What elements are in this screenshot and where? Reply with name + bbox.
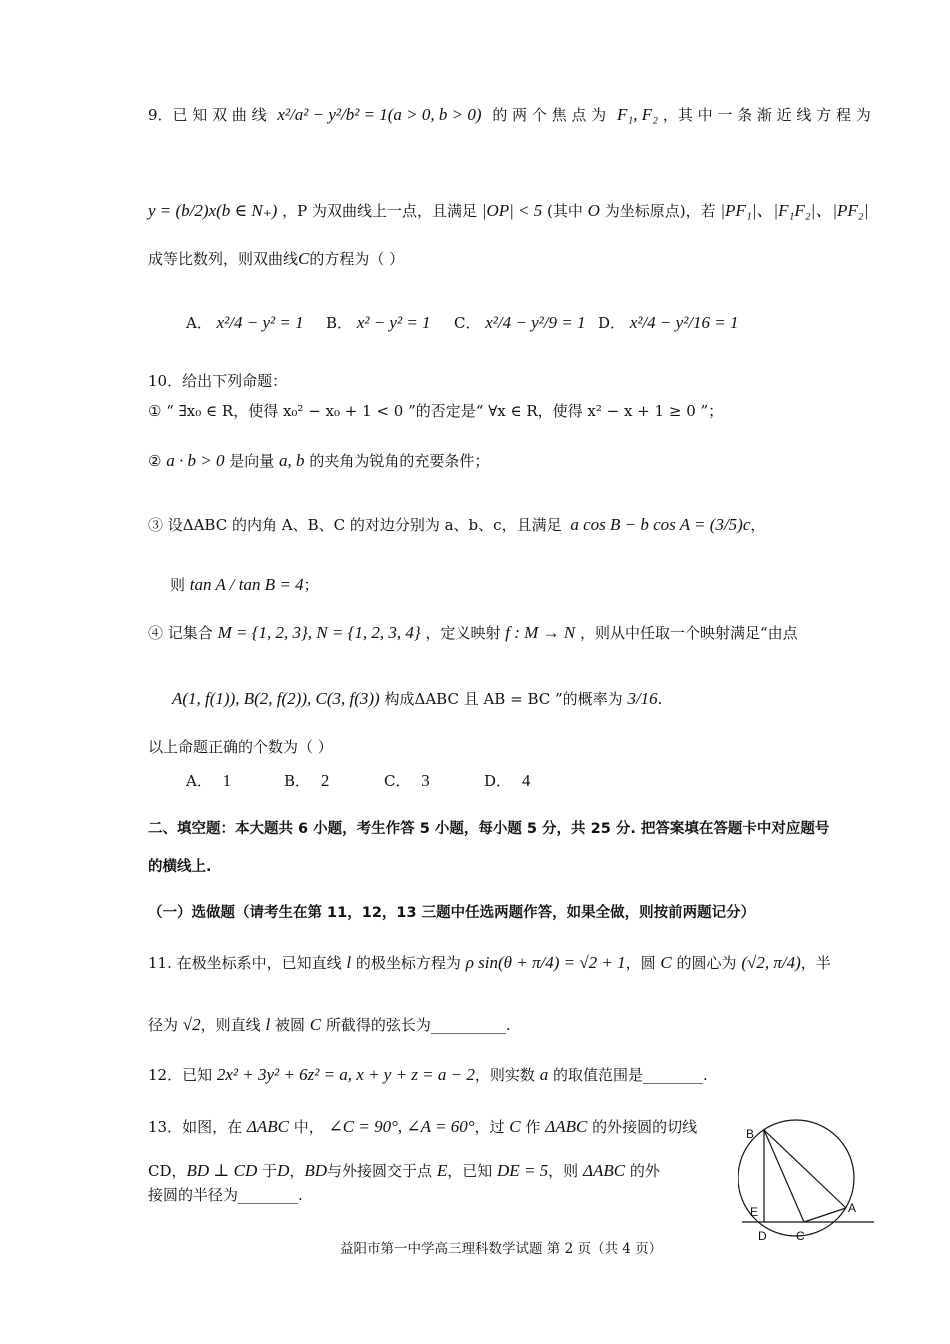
q10-option-a <box>186 770 231 792</box>
option-value: x² − y² = 1 <box>356 313 431 332</box>
label-e: E <box>750 1205 759 1219</box>
q10-text: . <box>657 690 663 708</box>
q11-line-var: l <box>265 1015 271 1034</box>
q10-dot-product: a · b > 0 <box>166 451 225 470</box>
q10-text: 构成ΔABC 且 AB = BC ”的概率为 <box>384 690 623 708</box>
q10-text: 则 <box>170 576 186 594</box>
q10-probability: 3/16 <box>627 689 658 708</box>
q9-text: 为坐标原点)，若 <box>604 202 716 220</box>
q9-text: 的方程为（ ） <box>309 250 405 268</box>
q12-text: 的取值范围是________. <box>552 1066 708 1084</box>
q11-radius: √2 <box>182 1015 201 1034</box>
label-c: C <box>796 1229 805 1243</box>
q10-text: ④ 记集合 <box>148 624 213 642</box>
q11-text: 被圆 <box>274 1016 305 1034</box>
q9-line-1 <box>148 104 871 126</box>
q10-relation: a cos B − b cos A = (3/5)c <box>570 515 751 534</box>
q10-option-c <box>384 770 430 792</box>
q11-circle-var: C <box>309 1015 322 1034</box>
q11-line-2 <box>148 1014 511 1036</box>
q11-text: 11. 在极坐标系中，已知直线 <box>148 954 342 972</box>
q10-proposition-4-cont <box>172 688 662 710</box>
q10-text: ，定义映射 <box>425 624 501 642</box>
q12-text: 12．已知 <box>148 1066 213 1084</box>
q10-text: ② <box>148 452 167 470</box>
q12-var: a <box>539 1065 549 1084</box>
q9-origin: O <box>587 201 600 220</box>
option-value: 1 <box>222 771 232 790</box>
q10-text: ，则从中任取一个映射满足“由点 <box>579 624 798 642</box>
q10-question: 以上命题正确的个数为（ ） <box>148 738 333 756</box>
section-heading: 二、填空题：本大题共 6 小题，考生作答 5 小题，每小题 5 分，共 25 分. 把答案填在答题卡中对应题号 <box>148 821 830 837</box>
q10-text: ③ 设ΔABC 的内角 A、B、C 的对边分别为 a、b、c，且满足 <box>148 516 562 534</box>
q13-text: ，过 <box>474 1118 505 1136</box>
q10-text: 是向量 <box>229 452 275 470</box>
q10-option-b <box>284 770 329 792</box>
q9-text: (其中 <box>547 202 583 220</box>
q9-line-2 <box>148 200 868 222</box>
option-label: D． <box>598 314 626 332</box>
segment-ca <box>804 1208 846 1222</box>
q9-text: ，其 中 一 条 渐 近 线 方 程 为 <box>662 106 871 124</box>
q13-text: 中， <box>293 1118 324 1136</box>
q13-triangle: ΔABC <box>545 1117 588 1136</box>
q10-proposition-3 <box>148 514 765 536</box>
q10-proposition-3-conclusion <box>170 574 319 596</box>
q9-asymptote-equation: y = (b/2)x(b ∈ N₊) <box>148 201 278 220</box>
q9-text: 的 两 个 焦 点 为 <box>492 106 607 124</box>
option-label: C． <box>454 314 481 332</box>
label-d: D <box>758 1229 767 1243</box>
option-value: 3 <box>421 771 430 790</box>
q13-text: 的外 <box>629 1162 660 1180</box>
q13-perpendicular: BD ⊥ CD <box>186 1161 258 1180</box>
q11-text: 的极坐标方程为 <box>355 954 461 972</box>
q11-text: 所截得的弦长为__________. <box>325 1016 511 1034</box>
q13-text: CD， <box>148 1162 187 1180</box>
q13-point-e: E <box>436 1161 448 1180</box>
q10-proposition-1: ① “ ∃x₀ ∈ R，使得 x₀² − x₀ + 1 < 0 ”的否定是“ ∀x ∈ R，使得 x² − x + 1 ≥ 0 ”； <box>148 402 724 420</box>
q11-text: ，半 <box>800 954 831 972</box>
q9-text: 成等比数列，则双曲线 <box>148 250 299 268</box>
q10-proposition-4 <box>148 622 798 644</box>
q11-text: 的圆心为 <box>676 954 737 972</box>
option-label: B． <box>284 772 311 790</box>
q10-mapping: f : M → N <box>505 623 576 642</box>
q11-polar-equation: ρ sin(θ + π/4) = √2 + 1 <box>465 953 626 972</box>
q10-text: 的夹角为锐角的充要条件； <box>309 452 490 470</box>
q10-text: ； <box>303 576 319 594</box>
q13-point-d: D <box>277 1161 290 1180</box>
q13-text: ， <box>289 1162 305 1180</box>
q9-condition: |OP| < 5 <box>481 201 543 220</box>
q13-text: ，则 <box>548 1162 579 1180</box>
q13-line-3: 接圆的半径为________. <box>148 1186 303 1204</box>
q11-circle-var: C <box>660 953 672 972</box>
option-label: B． <box>326 314 353 332</box>
option-label: D． <box>484 772 512 790</box>
q9-foci: F₁, F₂ <box>616 105 659 124</box>
subsection-heading: （一）选做题（请考生在第 11，12，13 三题中任选两题作答，如果全做，则按前两题记分） <box>148 905 756 921</box>
q10-text: ， <box>750 516 766 534</box>
q12-equations: 2x² + 3y² + 6z² = a, x + y + z = a − 2 <box>216 1065 475 1084</box>
q13-text: 与外接圆交于点 <box>327 1162 433 1180</box>
option-value: 4 <box>521 771 531 790</box>
q9-option-b <box>326 312 431 334</box>
q11-text: 径为 <box>148 1016 179 1034</box>
q13-text: 13．如图，在 <box>148 1118 243 1136</box>
option-value: 2 <box>320 771 330 790</box>
q9-curve-name: C <box>298 249 310 268</box>
q13-de-length: DE = 5 <box>497 1161 549 1180</box>
q11-center: (√2, π/4) <box>741 953 801 972</box>
q13-angles: ∠C = 90°, ∠A = 60° <box>328 1117 475 1136</box>
q9-option-c <box>454 312 585 334</box>
q13-text: ，已知 <box>447 1162 493 1180</box>
option-label: A． <box>186 314 212 332</box>
q10-option-d <box>484 770 530 792</box>
q13-triangle: ΔABC <box>246 1117 289 1136</box>
option-value: x²/4 − y²/9 = 1 <box>485 313 586 332</box>
option-value: x²/4 − y²/16 = 1 <box>629 313 739 332</box>
option-label: C． <box>384 772 411 790</box>
q9-line-3 <box>148 248 404 270</box>
q10-tan-ratio: tan A / tan B = 4 <box>189 575 304 594</box>
option-label: A． <box>186 772 212 790</box>
label-a: A <box>848 1201 857 1215</box>
segment-bc <box>764 1130 804 1222</box>
q10-points: A(1, f(1)), B(2, f(2)), C(3, f(3)) <box>172 689 380 708</box>
q12-line <box>148 1064 708 1086</box>
q13-segment-bd: BD <box>304 1161 328 1180</box>
q9-text: ，P 为双曲线上一点，且满足 <box>282 202 477 220</box>
label-b: B <box>746 1127 755 1141</box>
q10-sets: M = {1, 2, 3}, N = {1, 2, 3, 4} <box>217 623 421 642</box>
q13-triangle: ΔABC <box>582 1161 626 1180</box>
q9-option-a <box>186 312 304 334</box>
option-value: x²/4 − y² = 1 <box>216 313 304 332</box>
q13-line-2 <box>148 1160 660 1182</box>
q9-hyperbola-equation: x²/a² − y²/b² = 1(a > 0, b > 0) <box>277 105 482 124</box>
q13-text: 作 <box>525 1118 541 1136</box>
page-footer: 益阳市第一中学高三理科数学试题 第 2 页（共 4 页） <box>340 1241 663 1257</box>
q13-geometry-figure <box>738 1118 878 1246</box>
q11-text: ，圆 <box>625 954 656 972</box>
q13-line-1 <box>148 1116 697 1138</box>
q9-number-text: 9．已 知 双 曲 线 <box>148 106 267 124</box>
q13-text: 的外接圆的切线 <box>592 1118 698 1136</box>
q13-point-c: C <box>509 1117 521 1136</box>
q13-text: 于 <box>262 1162 278 1180</box>
q9-option-d <box>598 312 739 334</box>
q10-vectors: a, b <box>279 451 305 470</box>
q11-line-1 <box>148 952 831 974</box>
q10-title: 10．给出下列命题： <box>148 372 288 390</box>
section-heading-cont: 的横线上. <box>148 859 212 875</box>
q12-text: ，则实数 <box>474 1066 535 1084</box>
q10-proposition-2 <box>148 450 489 472</box>
segment-ba <box>764 1130 846 1208</box>
q11-line-var: l <box>346 953 352 972</box>
q9-terms: |PF₁|、|F₁F₂|、|PF₂| <box>720 201 869 220</box>
q11-text: ，则直线 <box>200 1016 261 1034</box>
